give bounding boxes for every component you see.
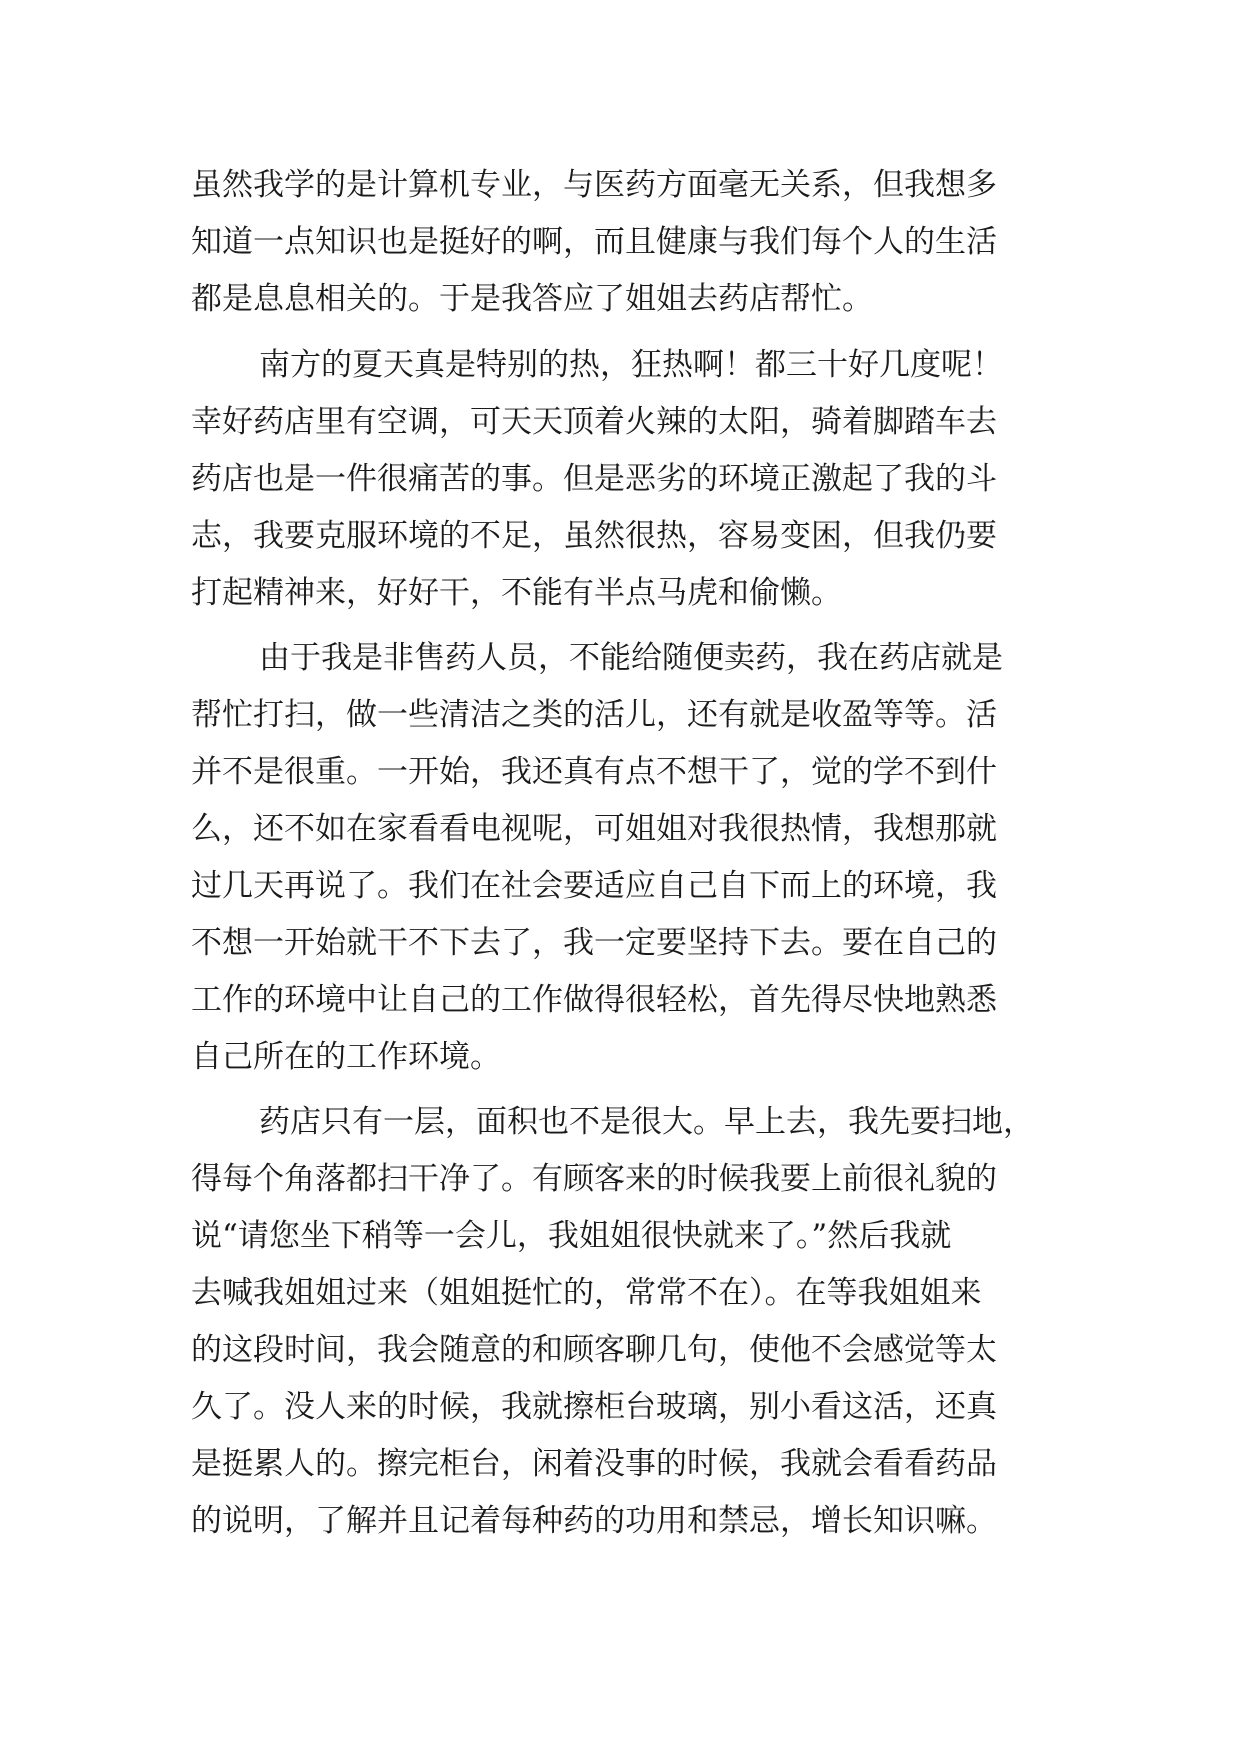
text-line-first: 由于我是非售药人员，不能给随便卖药，我在药店就是 bbox=[259, 640, 1003, 676]
text-line: 药店也是一件很痛苦的事。但是恶劣的环境正激起了我的斗 bbox=[191, 461, 997, 497]
text-line: 打起精神来，好好干，不能有半点马虎和偷懒。 bbox=[191, 575, 842, 611]
text-line: 么，还不如在家看看电视呢，可姐姐对我很热情，我想那就 bbox=[191, 811, 997, 847]
text-line: 去喊我姐姐过来（姐姐挺忙的，常常不在）。在等我姐姐来 bbox=[191, 1275, 982, 1311]
text-line: 工作的环境中让自己的工作做得很轻松，首先得尽快地熟悉 bbox=[191, 982, 997, 1018]
text-line: 是挺累人的。擦完柜台，闲着没事的时候，我就会看看药品 bbox=[191, 1446, 997, 1482]
text-line: 知道一点知识也是挺好的啊，而且健康与我们每个人的生活 bbox=[191, 224, 997, 260]
text-line: 久了。没人来的时候，我就擦柜台玻璃，别小看这活，还真 bbox=[191, 1389, 997, 1425]
text-line: 的说明，了解并且记着每种药的功用和禁忌，增长知识嘛。 bbox=[191, 1503, 997, 1539]
text-line: 过几天再说了。我们在社会要适应自己自下而上的环境，我 bbox=[191, 868, 997, 904]
text-line: 帮忙打扫，做一些清洁之类的活儿，还有就是收盈等等。活 bbox=[191, 697, 997, 733]
text-line: 得每个角落都扫干净了。有顾客来的时候我要上前很礼貌的 bbox=[191, 1161, 997, 1197]
text-line: 说“请您坐下稍等一会儿，我姐姐很快就来了。”然后我就 bbox=[191, 1218, 952, 1254]
text-line-first: 南方的夏天真是特别的热，狂热啊！都三十好几度呢！ bbox=[259, 347, 1003, 383]
text-line: 虽然我学的是计算机专业，与医药方面毫无关系，但我想多 bbox=[191, 167, 997, 203]
text-line: 都是息息相关的。于是我答应了姐姐去药店帮忙。 bbox=[191, 281, 873, 317]
text-line: 不想一开始就干不下去了，我一定要坚持下去。要在自己的 bbox=[191, 925, 997, 961]
text-line: 幸好药店里有空调，可天天顶着火辣的太阳，骑着脚踏车去 bbox=[191, 404, 997, 440]
text-line: 的这段时间，我会随意的和顾客聊几句，使他不会感觉等太 bbox=[191, 1332, 997, 1368]
text-line-first: 药店只有一层，面积也不是很大。早上去，我先要扫地， bbox=[259, 1104, 1034, 1140]
text-line: 并不是很重。一开始，我还真有点不想干了，觉的学不到什 bbox=[191, 754, 997, 790]
text-line: 志，我要克服环境的不足，虽然很热，容易变困，但我仍要 bbox=[191, 518, 997, 554]
text-line: 自己所在的工作环境。 bbox=[191, 1039, 501, 1075]
